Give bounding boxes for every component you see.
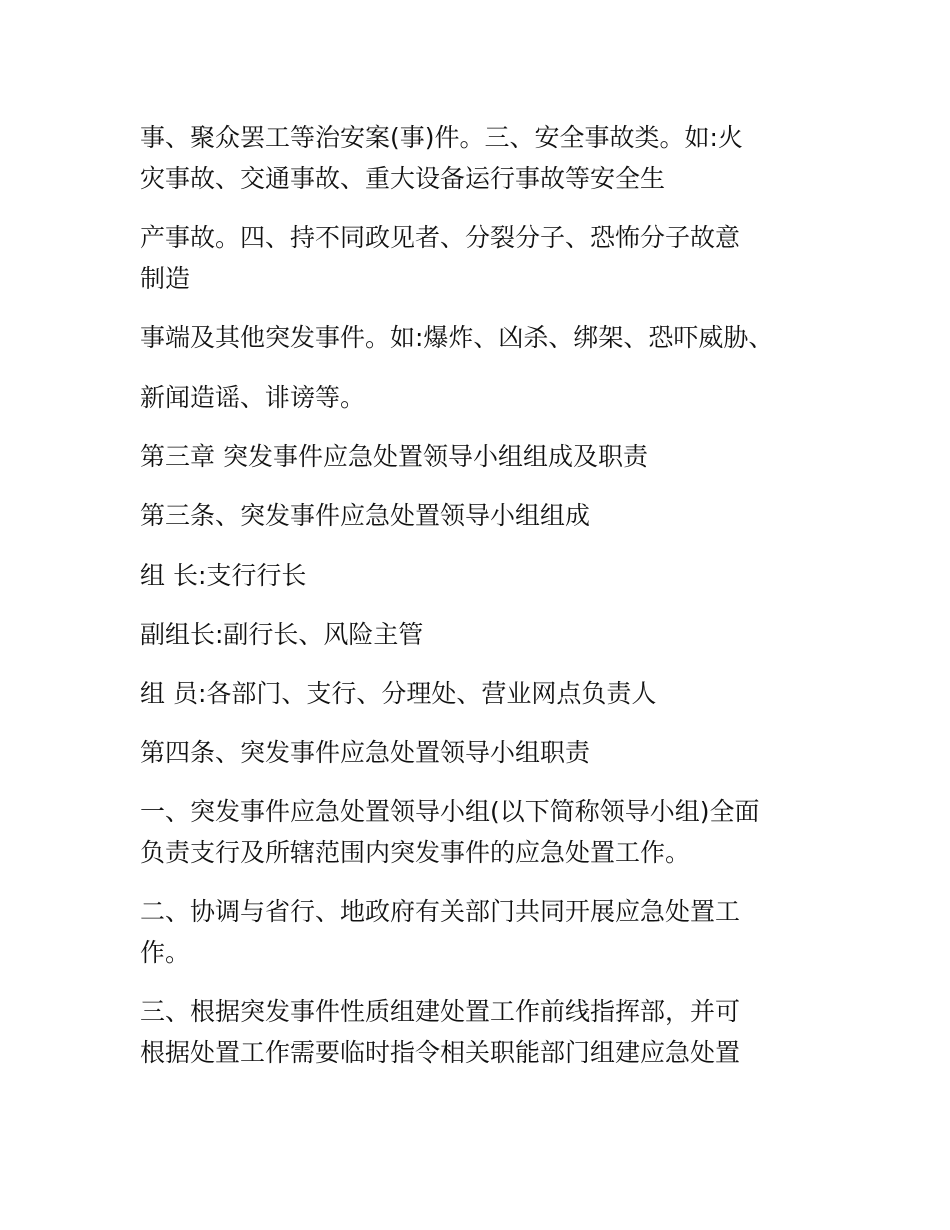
paragraph-members bbox=[140, 673, 830, 714]
paragraph-leader bbox=[140, 555, 830, 596]
text-line: 副组长:副行长、风险主管 bbox=[140, 620, 424, 649]
text-line: 作。 bbox=[140, 938, 191, 967]
text-line: 一、突发事件应急处置领导小组(以下简称领导小组)全面 bbox=[140, 797, 760, 826]
paragraph-duty-2 bbox=[140, 891, 830, 973]
text-line: 第三章 突发事件应急处置领导小组组成及职责 bbox=[140, 442, 648, 471]
text-line: 第三条、突发事件应急处置领导小组组成 bbox=[140, 501, 591, 530]
text-line: 根据处置工作需要临时指令相关职能部门组建应急处置 bbox=[140, 1038, 741, 1067]
text-line: 事、聚众罢工等治安案(事)件。三、安全事故类。如:火 bbox=[140, 123, 743, 152]
article-heading-3 bbox=[140, 495, 830, 536]
text-line: 负责支行及所辖范围内突发事件的应急处置工作。 bbox=[140, 838, 691, 867]
text-line: 三、根据突发事件性质组建处置工作前线指挥部，并可 bbox=[140, 997, 741, 1026]
paragraph-deputy-leader bbox=[140, 614, 830, 655]
text-line: 二、协调与省行、地政府有关部门共同开展应急处置工 bbox=[140, 897, 741, 926]
paragraph-duty-1 bbox=[140, 791, 830, 873]
text-line: 产事故。四、持不同政见者、分裂分子、恐怖分子故意 bbox=[140, 223, 741, 252]
paragraph-1 bbox=[140, 117, 830, 199]
text-line: 灾事故、交通事故、重大设备运行事故等安全生 bbox=[140, 164, 666, 193]
paragraph-3 bbox=[140, 317, 830, 358]
paragraph-duty-3 bbox=[140, 991, 830, 1073]
text-line: 事端及其他突发事件。如:爆炸、凶杀、绑架、恐吓威胁、 bbox=[140, 323, 774, 352]
text-line: 组 员:各部门、支行、分理处、营业网点负责人 bbox=[140, 679, 657, 708]
text-line: 组 长:支行行长 bbox=[140, 561, 307, 590]
article-heading-4 bbox=[140, 732, 830, 773]
paragraph-4 bbox=[140, 377, 830, 418]
chapter-heading bbox=[140, 436, 830, 477]
paragraph-2 bbox=[140, 217, 830, 299]
text-line: 第四条、突发事件应急处置领导小组职责 bbox=[140, 738, 591, 767]
text-line: 制造 bbox=[140, 264, 191, 293]
text-line: 新闻造谣、诽谤等。 bbox=[140, 383, 366, 412]
